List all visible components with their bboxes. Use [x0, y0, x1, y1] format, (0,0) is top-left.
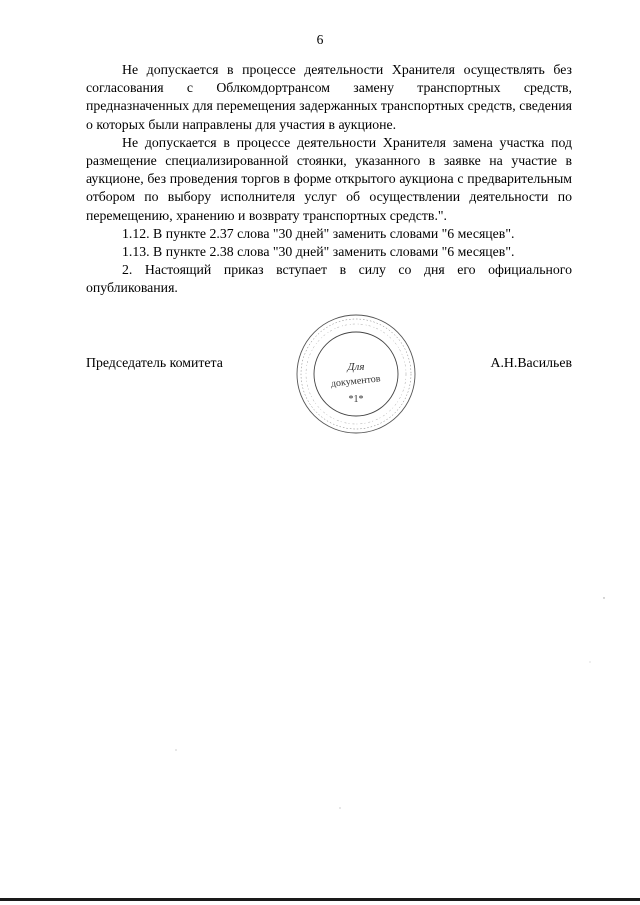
signer-name: А.Н.Васильев	[490, 355, 572, 370]
document-body	[86, 61, 572, 298]
signer-position: Председатель комитета	[86, 355, 223, 370]
paragraph-item-1-13: 1.13. В пункте 2.38 слова "30 дней" заменить словами "6 месяцев".	[122, 244, 515, 260]
stamp-line1: Для	[347, 361, 365, 373]
paragraph-vehicle-replacement: Не допускается в процессе деятельности Хранителя осуществлять без согласования с Облкомдортрансом замену транспортных средств, предназначенных для перемещения задержанных транспортных средств, сведения о которых были направлены для участия в аукционе.	[86, 62, 572, 132]
stamp-line2: документов	[330, 373, 382, 390]
scan-bottom-edge	[0, 898, 640, 901]
stamp-number: *1*	[348, 394, 364, 405]
paragraph-item-2-effective: 2. Настоящий приказ вступает в силу со дня его официального опубликования.	[86, 262, 572, 296]
paragraph-item-1-12: 1.12. В пункте 2.37 слова "30 дней" заменить словами "6 месяцев".	[122, 225, 515, 241]
paragraph-site-replacement: Не допускается в процессе деятельности Хранителя замена участка под размещение специализированной стоянки, указанного в заявке на участие в аукционе, без проведения торгов в форме открытого аукциона с предварительным отбором по выбору исполнителя услуг об осуществлении деятельности по перемещению, хранению и возврату транспортных средств.".	[86, 134, 572, 223]
page-number: 6	[316, 32, 324, 47]
official-stamp	[294, 312, 418, 436]
